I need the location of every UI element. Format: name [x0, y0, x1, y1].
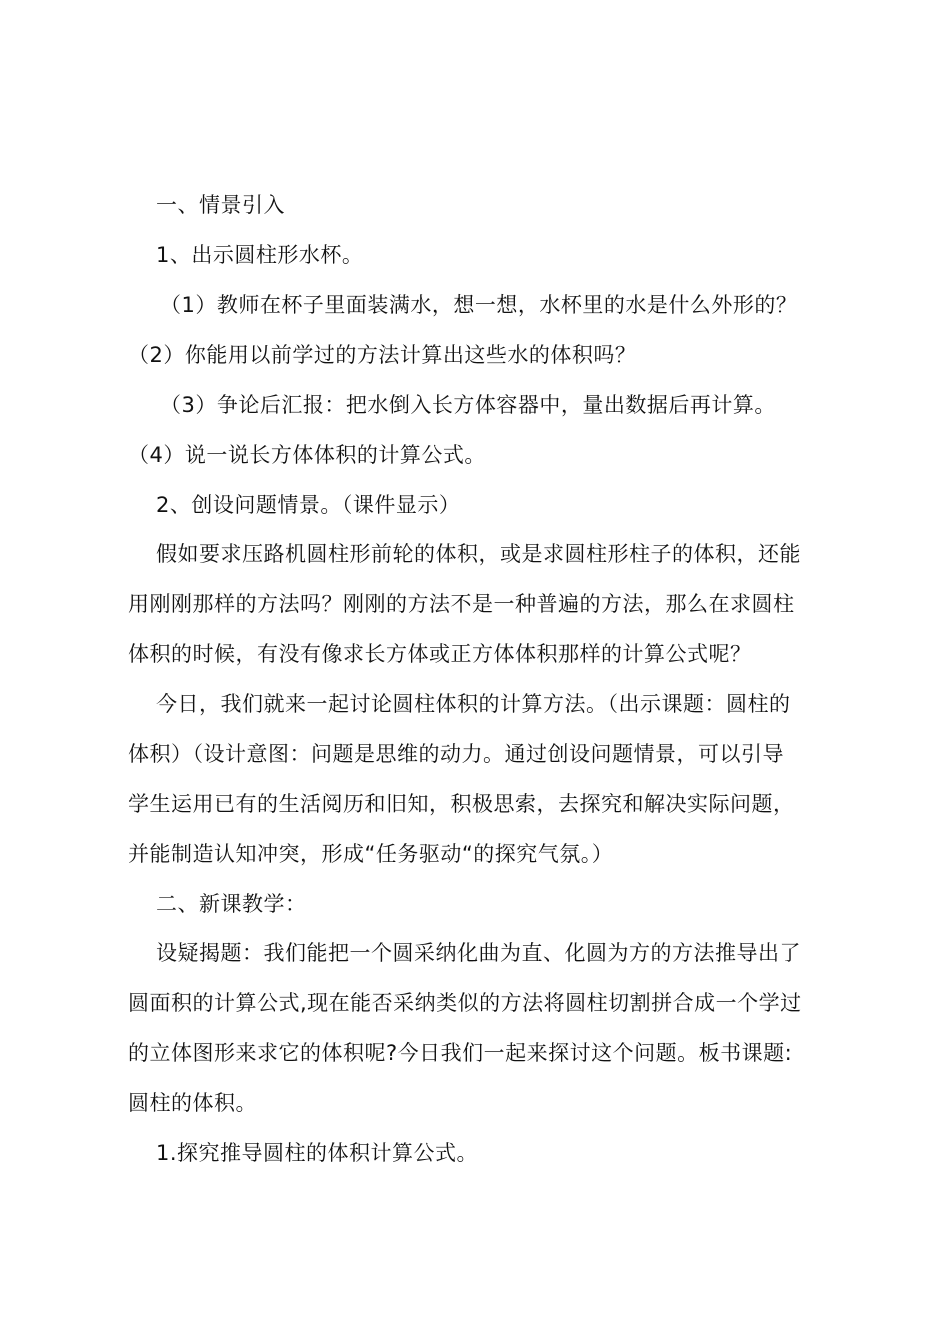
heading-scenario-intro: 一、情景引入 [156, 193, 285, 217]
paragraph-line: 学生运用已有的生活阅历和旧知，积极思索，去探究和解决实际问题， [128, 792, 795, 816]
paragraph-line: 今日，我们就来一起讨论圆柱体积的计算方法。（出示课题：圆柱的 [156, 692, 791, 716]
paragraph-line: （2）你能用以前学过的方法计算出这些水的体积吗？ [128, 343, 637, 367]
paragraph-line: （1）教师在杯子里面装满水，想一想，水杯里的水是什么外形的？ [160, 293, 798, 317]
paragraph-line: 设疑揭题：我们能把一个圆采纳化曲为直、化圆为方的方法推导出了 [156, 941, 801, 965]
paragraph-line: 圆面积的计算公式,现在能否采纳类似的方法将圆柱切割拼合成一个学过 [128, 991, 802, 1015]
paragraph-line: 的立体图形来求它的体积呢?今日我们一起来探讨这个问题。板书课题: [128, 1041, 793, 1065]
paragraph-line: 用刚刚那样的方法吗？刚刚的方法不是一种普遍的方法，那么在求圆柱 [128, 592, 795, 616]
subheading-derive-formula: 1.探究推导圆柱的体积计算公式。 [156, 1141, 479, 1165]
heading-new-lesson: 二、新课教学： [156, 892, 307, 916]
paragraph-line: 体积的时候，有没有像求长方体或正方体体积那样的计算公式呢？ [128, 642, 752, 666]
paragraph-line: 体积）（设计意图：问题是思维的动力。通过创设问题情景，可以引导 [128, 742, 784, 766]
paragraph-line: （4）说一说长方体体积的计算公式。 [128, 443, 486, 467]
paragraph-line: 假如要求压路机圆柱形前轮的体积，或是求圆柱形柱子的体积，还能 [156, 542, 801, 566]
paragraph-line: （3）争论后汇报：把水倒入长方体容器中，量出数据后再计算。 [160, 393, 776, 417]
paragraph-line: 并能制造认知冲突，形成“任务驱动“的探究气氛。） [128, 842, 614, 866]
paragraph-line: 2、创设问题情景。（课件显示） [156, 493, 461, 517]
paragraph-line: 1、出示圆柱形水杯。 [156, 243, 364, 267]
paragraph-line: 圆柱的体积。 [128, 1091, 257, 1115]
